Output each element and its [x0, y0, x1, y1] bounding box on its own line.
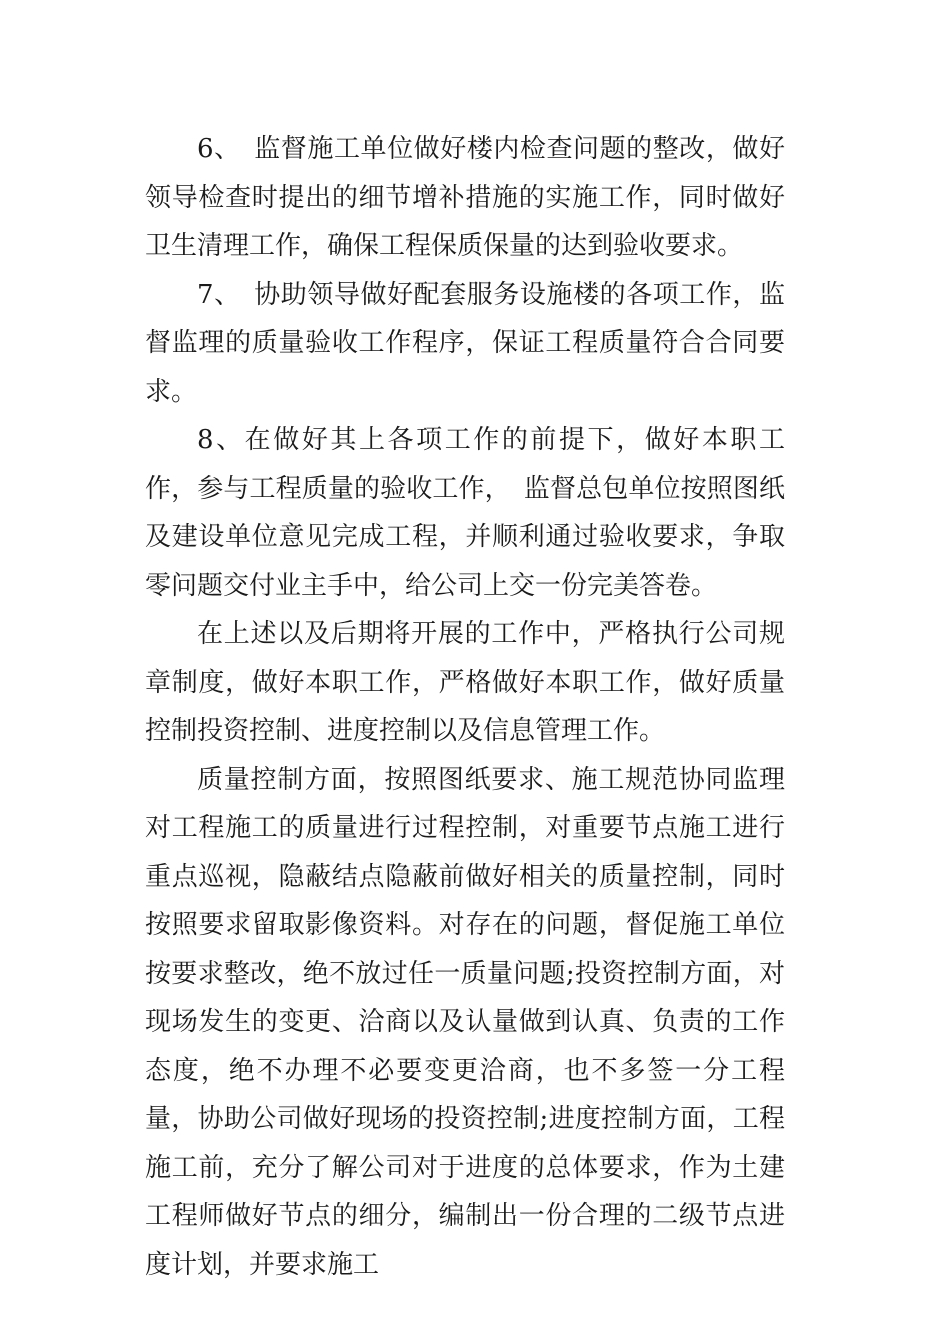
paragraph-item-7: 7、 协助领导做好配套服务设施楼的各项工作，监督监理的质量验收工作程序，保证工程质量符合合同要求。 — [145, 279, 785, 407]
paragraph-quality-control: 质量控制方面，按照图纸要求、施工规范协同监理对工程施工的质量进行过程控制，对重要节点施工进行重点巡视，隐蔽结点隐蔽前做好相关的质量控制，同时按照要求留取影像资料。对存在的问题，督促施工单位按要求整改，绝不放过任一质量问题;投资控制方面，对现场发生的变更、洽商以及认量做到认真、负责的工作态度，绝不办理不必要变更洽商，也不多签一分工程量，协助公司做好现场的投资控制;进度控制方面，工程施工前，充分了解公司对于进度的总体要求，作为土建工程师做好节点的细分，编制出一份合理的二级节点进度计划，并要求施工 — [145, 764, 785, 1280]
paragraph-item-6: 6、 监督施工单位做好楼内检查问题的整改，做好领导检查时提出的细节增补措施的实施工作，同时做好卫生清理工作，确保工程保质保量的达到验收要求。 — [145, 134, 785, 261]
paragraph-work-summary: 在上述以及后期将开展的工作中，严格执行公司规章制度，做好本职工作，严格做好本职工作，做好质量控制投资控制、进度控制以及信息管理工作。 — [145, 619, 785, 746]
document-page — [145, 125, 785, 1289]
paragraph-item-8: 8、在做好其上各项工作的前提下，做好本职工作，参与工程质量的验收工作， 监督总包单位按照图纸及建设单位意见完成工程，并顺利通过验收要求，争取零问题交付业主手中，给公司上交一份完美答卷。 — [145, 425, 785, 601]
